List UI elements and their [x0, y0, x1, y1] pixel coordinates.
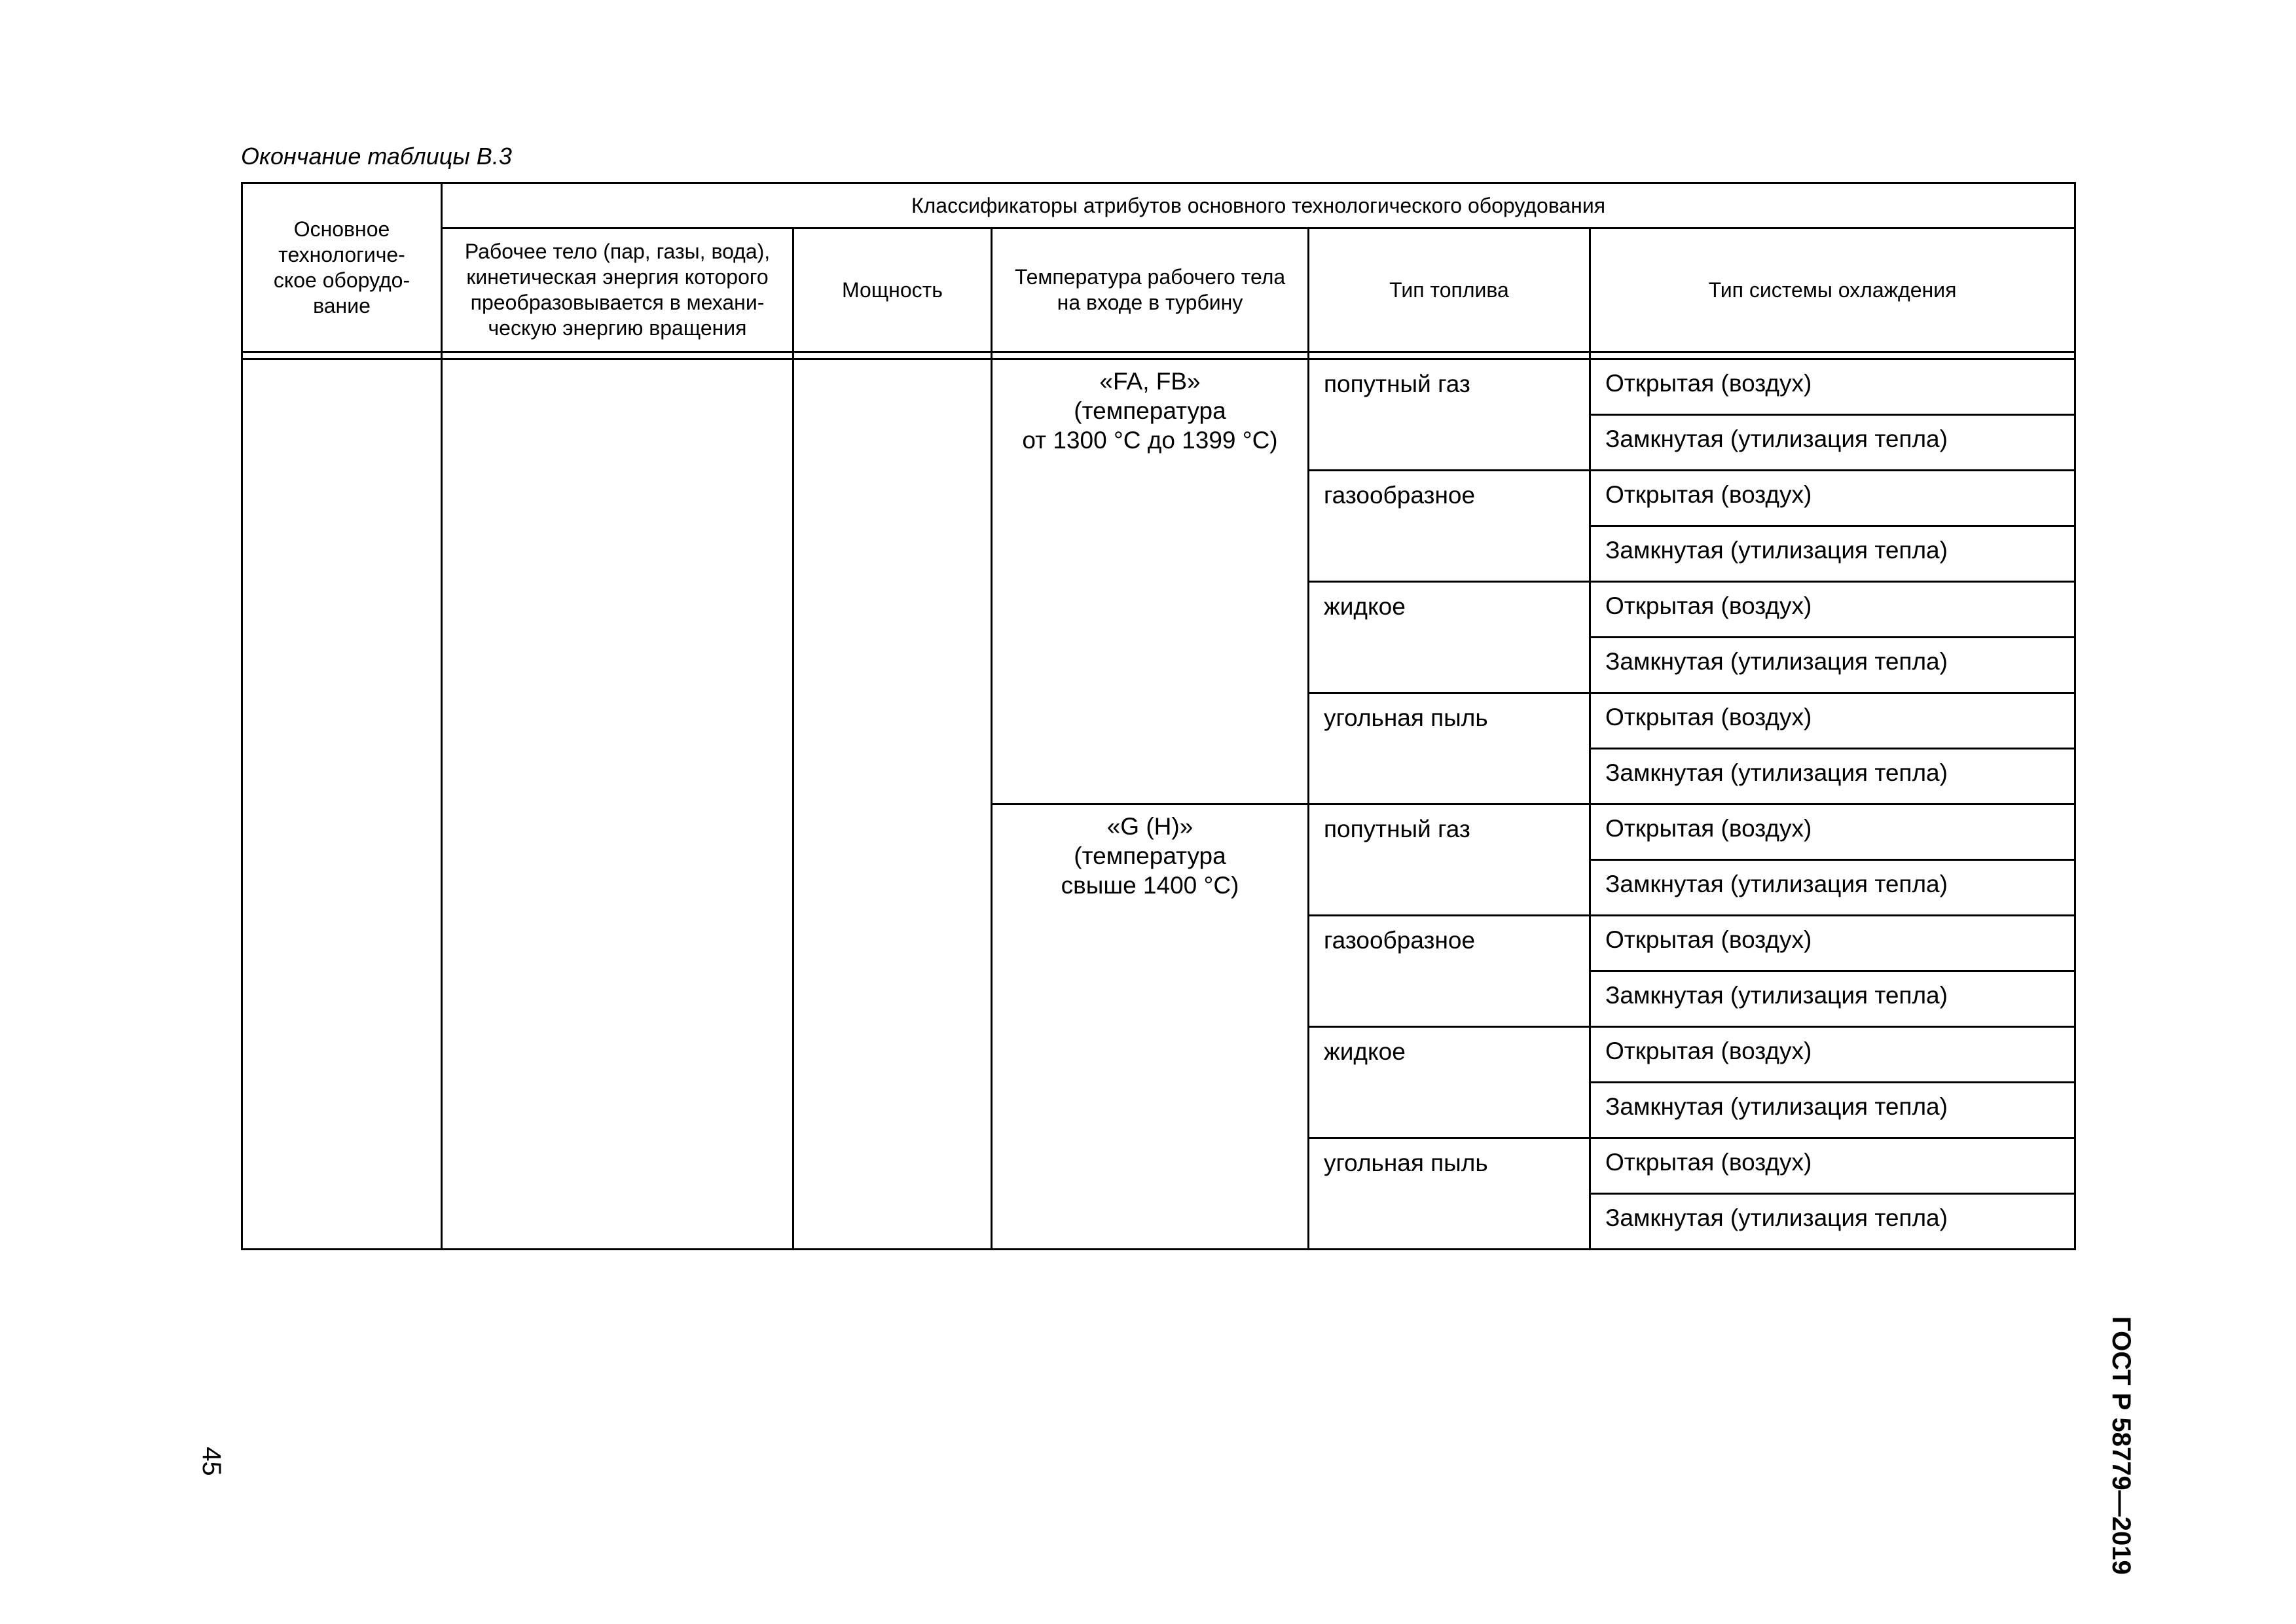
table-caption: Окончание таблицы В.3	[241, 143, 512, 170]
header-separator	[242, 352, 2075, 359]
header-power: Мощность	[793, 228, 992, 352]
temperature-text: «G (H)»	[1106, 813, 1194, 840]
cooling-type-cell: Замкнутая (утилизация тепла)	[1590, 1083, 2075, 1138]
header-classifiers: Классификаторы атрибутов основного технологического оборудования	[442, 183, 2075, 228]
cooling-type-cell: Замкнутая (утилизация тепла)	[1590, 860, 2075, 916]
classifier-table	[241, 182, 2076, 1250]
cooling-type-cell: Замкнутая (утилизация тепла)	[1590, 526, 2075, 582]
standard-identifier: ГОСТ Р 58779—2019	[2107, 1316, 2136, 1575]
cooling-type-cell: Замкнутая (утилизация тепла)	[1590, 749, 2075, 804]
cooling-type-cell: Замкнутая (утилизация тепла)	[1590, 971, 2075, 1027]
cooling-type-cell: Открытая (воздух)	[1590, 804, 2075, 860]
power-cell	[793, 359, 992, 1250]
fuel-type-cell: газообразное	[1309, 916, 1590, 1027]
cooling-type-cell: Открытая (воздух)	[1590, 582, 2075, 638]
header-fuel-type: Тип топлива	[1309, 228, 1590, 352]
temperature-text: свыше 1400 °С)	[1061, 872, 1239, 899]
cooling-type-cell: Открытая (воздух)	[1590, 916, 2075, 971]
fuel-type-cell: газообразное	[1309, 471, 1590, 582]
temperature-text: от 1300 °С до 1399 °С)	[1022, 427, 1278, 454]
fuel-type-cell: жидкое	[1309, 582, 1590, 693]
fuel-type-cell: попутный газ	[1309, 359, 1590, 471]
cooling-type-cell: Открытая (воздух)	[1590, 693, 2075, 749]
cooling-type-cell: Замкнутая (утилизация тепла)	[1590, 1194, 2075, 1250]
temperature-text: (температура	[1074, 842, 1226, 869]
equipment-cell	[242, 359, 442, 1250]
cooling-type-cell: Открытая (воздух)	[1590, 359, 2075, 415]
fuel-type-cell: жидкое	[1309, 1027, 1590, 1138]
page-number: 45	[196, 1447, 226, 1476]
working-body-cell	[442, 359, 793, 1250]
cooling-type-cell: Открытая (воздух)	[1590, 471, 2075, 526]
fuel-type-cell: попутный газ	[1309, 804, 1590, 916]
header-inlet-temperature: Температура рабочего тела на входе в турбину	[992, 228, 1309, 352]
temperature-text: (температура	[1074, 397, 1226, 424]
cooling-type-cell: Замкнутая (утилизация тепла)	[1590, 415, 2075, 471]
table-row	[242, 359, 2075, 415]
fuel-type-cell: угольная пыль	[1309, 693, 1590, 804]
inlet-temperature-cell	[992, 359, 1309, 804]
header-working-body: Рабочее тело (пар, газы, вода), кинетическая энергия которого преобразовывается в механи- ческую энергию вращения	[442, 228, 793, 352]
cooling-type-cell: Открытая (воздух)	[1590, 1138, 2075, 1194]
header-equipment: Основное технологиче- ское оборудо- вание	[242, 183, 442, 352]
header-cooling-type: Тип системы охлаждения	[1590, 228, 2075, 352]
cooling-type-cell: Открытая (воздух)	[1590, 1027, 2075, 1083]
temperature-text: «FA, FB»	[1099, 368, 1201, 395]
cooling-type-cell: Замкнутая (утилизация тепла)	[1590, 638, 2075, 693]
fuel-type-cell: угольная пыль	[1309, 1138, 1590, 1250]
inlet-temperature-cell	[992, 804, 1309, 1250]
